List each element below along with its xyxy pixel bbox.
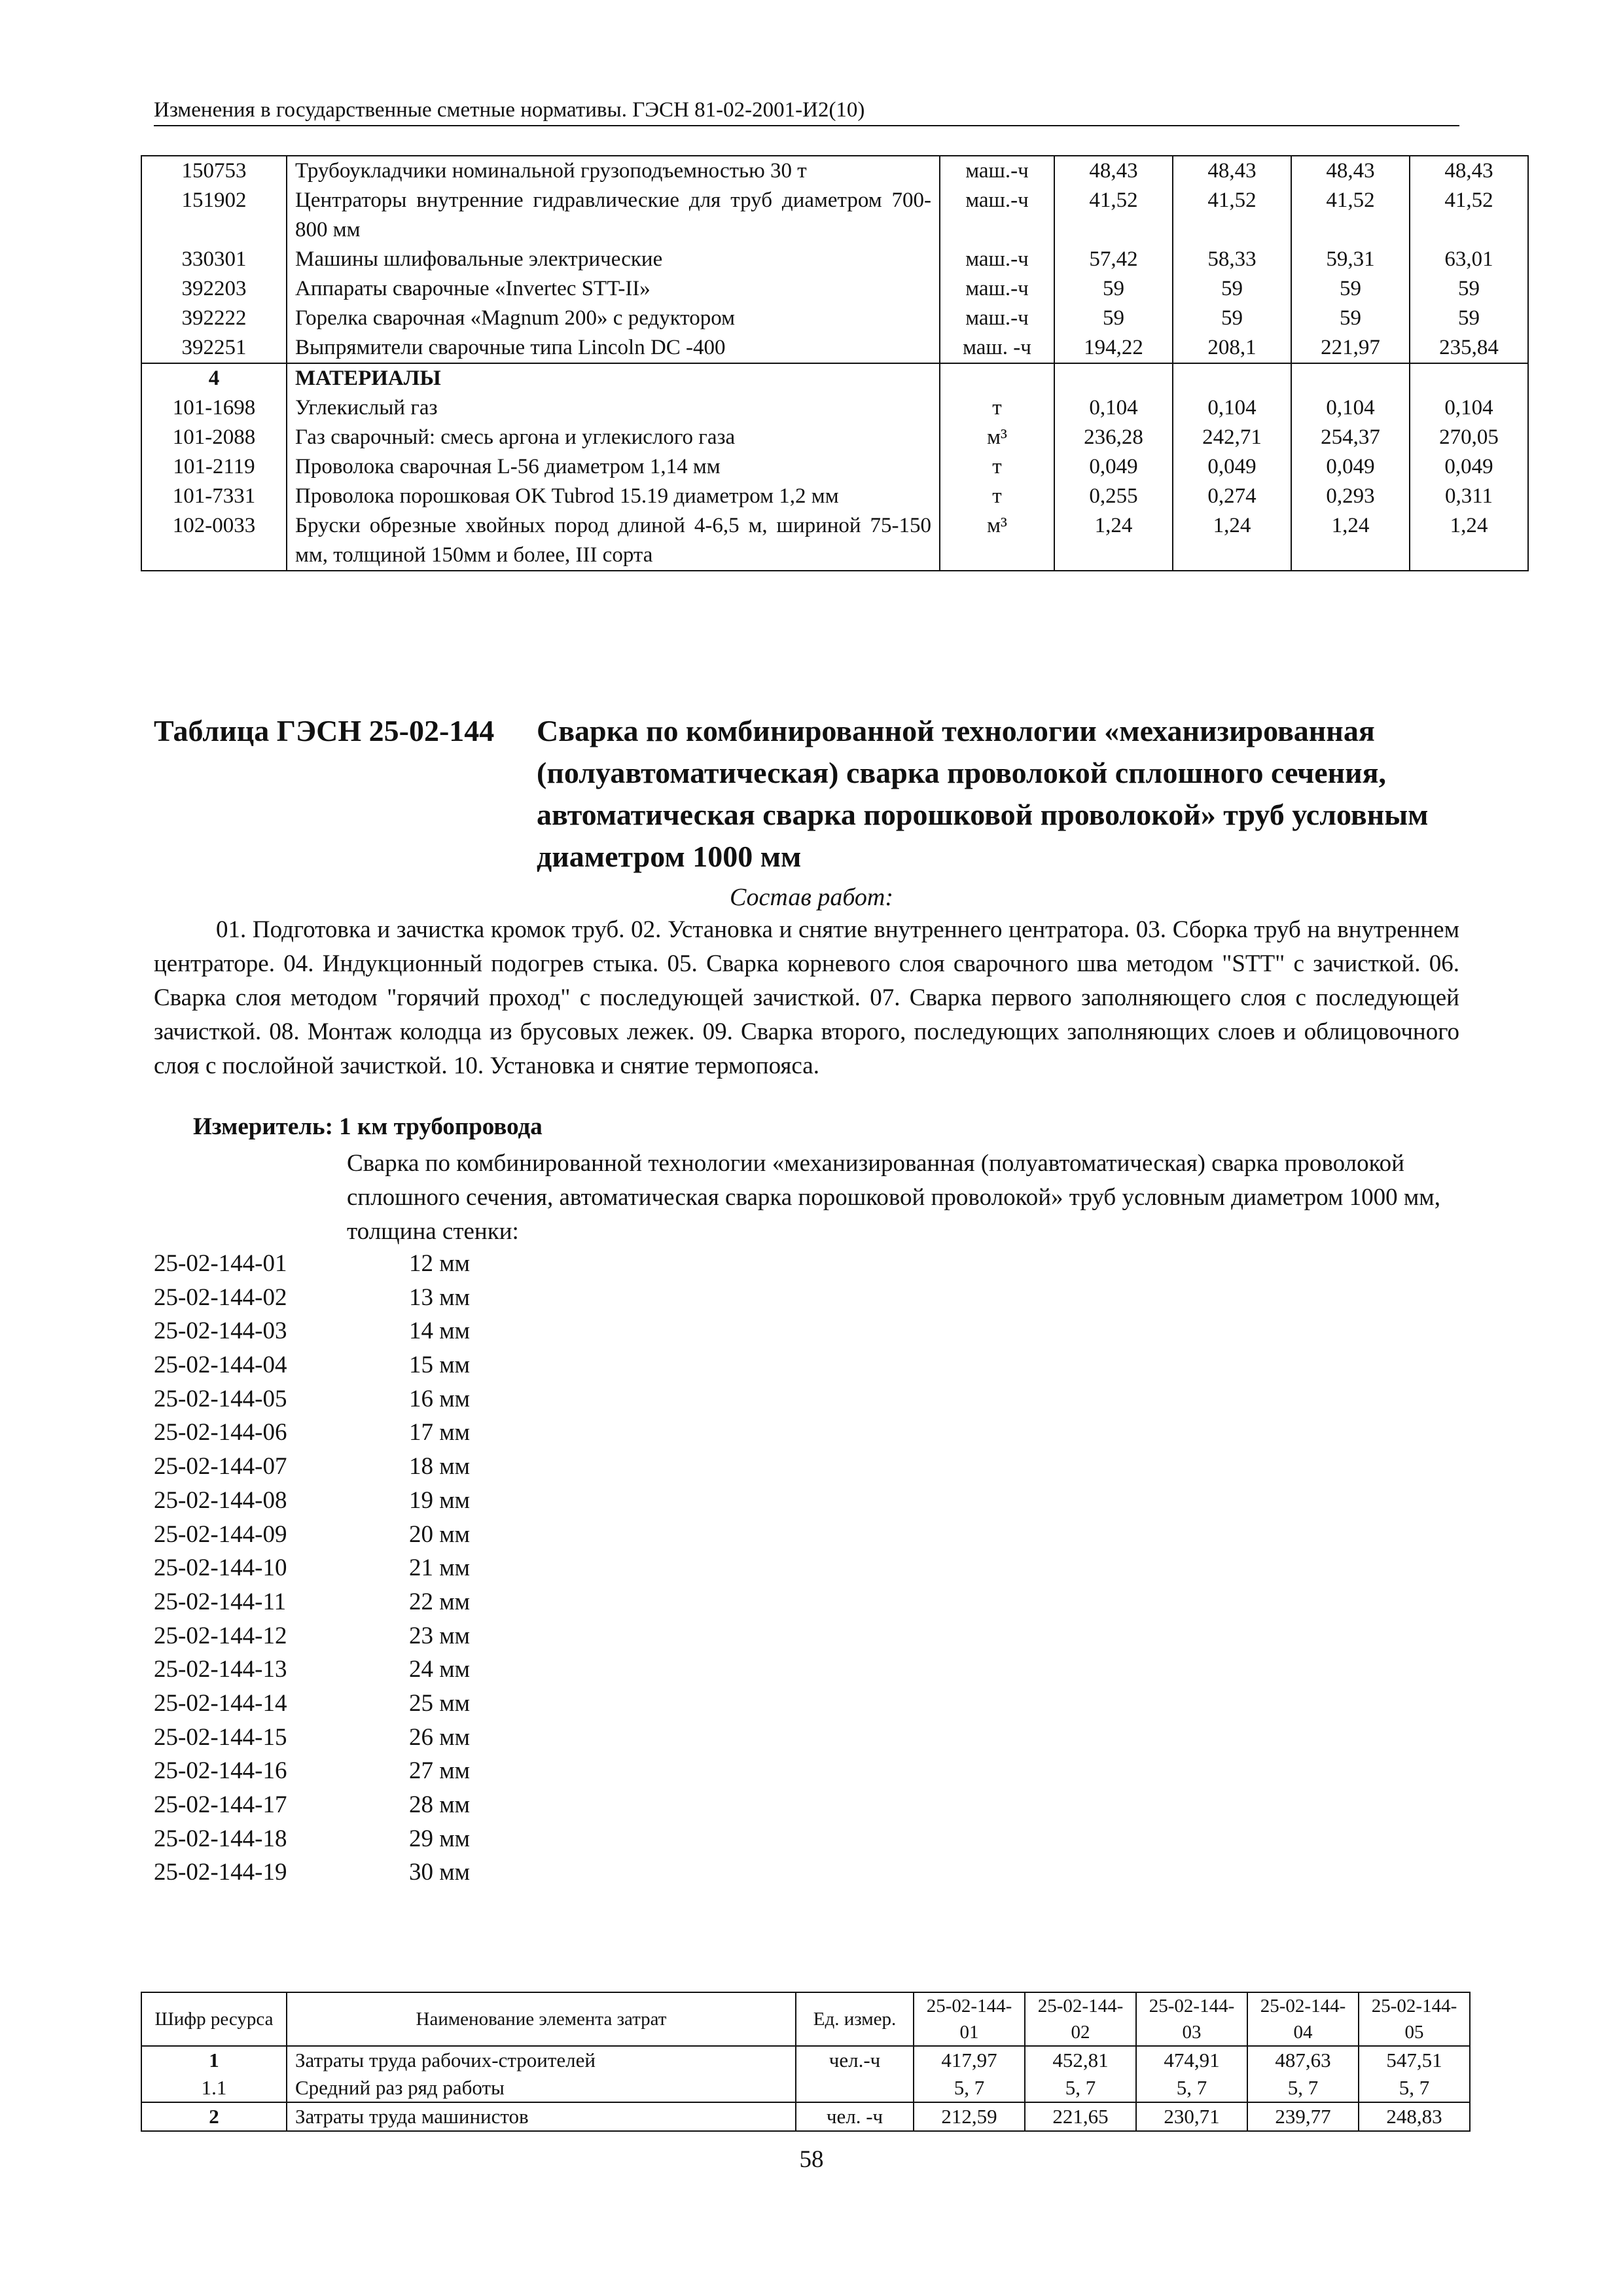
resource-code: 392251 (141, 333, 287, 363)
value-cell: 41,52 (1054, 186, 1173, 245)
section-code: 4 (141, 363, 287, 393)
resource-name: Аппараты сварочные «Invertec STT-II» (287, 274, 940, 304)
variant-code: 25-02-144-02 (154, 1283, 287, 1311)
resource-unit: м³ (940, 423, 1054, 452)
value-cell: 1,24 (1054, 511, 1173, 571)
variant-row (154, 1450, 470, 1484)
variant-code: 25-02-144-07 (154, 1453, 287, 1480)
table-row (141, 304, 1528, 333)
resource-unit (796, 2074, 914, 2102)
resource-name: Бруски обрезные хвойных пород длиной 4-6,5 м, шириной 75-150 мм, толщиной 150мм и более, III сорта (287, 511, 940, 571)
table-row (141, 245, 1528, 274)
variant-row (154, 1314, 470, 1348)
header-name: Наименование элемента затрат (287, 1992, 796, 2046)
value-cell: 5, 7 (1359, 2074, 1470, 2102)
value-cell: 248,83 (1359, 2102, 1470, 2131)
variant-row (154, 1518, 470, 1552)
variant-row (154, 1247, 470, 1281)
work-composition-text: 01. Подготовка и зачистка кромок труб. 02. Установка и снятие внутреннего центратора. 03. Сборка труб на внутреннем центраторе. 04. Индукционный подогрев стыка. 05. Сварка корневого слоя сварочного шва методом "STT" с зачисткой. 06. Сварка слоя методом "горячий проход" с последующей зачисткой. 07. Сварка первого заполняющего слоя с последующей зачисткой. 08. Монтаж колодца из брусовых лежек. 09. Сварка второго, последующих заполняющих слоев и облицовочного слоя с послойной зачисткой. 10. Установка и снятие термопояса. (154, 916, 1459, 1079)
table-row (141, 511, 1528, 571)
variant-thickness: 28 мм (409, 1791, 471, 1818)
resource-name: Трубоукладчики номинальной грузоподъемностью 30 т (287, 156, 940, 186)
header-variant: 25-02-144-05 (1359, 1992, 1470, 2046)
resource-name: Выпрямители сварочные типа Lincoln DC -400 (287, 333, 940, 363)
variant-thickness: 22 мм (409, 1588, 471, 1615)
table-title-text: Сварка по комбинированной технологии «механизированная (полуавтоматическая) сварка проволокой сплошного сечения, автоматическая сварка порошковой проволокой» труб условным диаметром 1000 мм (537, 714, 1429, 873)
value-cell: 236,28 (1054, 423, 1173, 452)
table-row (141, 452, 1528, 482)
value-cell: 254,37 (1291, 423, 1410, 452)
resource-code: 150753 (141, 156, 287, 186)
resource-unit: чел.-ч (796, 2046, 914, 2074)
value-cell: 59 (1173, 304, 1291, 333)
resource-code: 330301 (141, 245, 287, 274)
norm-description: Сварка по комбинированной технологии «механизированная (полуавтоматическая) сварка проволокой сплошного сечения, автоматическая сварка порошковой проволокой» труб условным диаметром 1000 мм, толщина стенки: (347, 1150, 1440, 1245)
resource-name: Проволока порошковая OK Tubrod 15.19 диаметром 1,2 мм (287, 482, 940, 511)
table-header-row (141, 1992, 1470, 2046)
variant-code: 25-02-144-06 (154, 1419, 287, 1446)
variant-code: 25-02-144-12 (154, 1622, 287, 1649)
resource-code: 101-7331 (141, 482, 287, 511)
running-header (154, 98, 1459, 126)
measure-unit: Измеритель: 1 км трубопровода (193, 1113, 543, 1140)
variant-row (154, 1856, 470, 1890)
table-row (141, 482, 1528, 511)
resource-code: 102-0033 (141, 511, 287, 571)
header-variant: 25-02-144-04 (1247, 1992, 1359, 2046)
table-row (141, 2102, 1470, 2131)
value-cell: 48,43 (1410, 156, 1528, 186)
header-variant: 25-02-144-02 (1025, 1992, 1136, 2046)
variant-code: 25-02-144-04 (154, 1352, 287, 1379)
table-row (141, 2074, 1470, 2102)
work-composition-caption: Состав работ: (729, 884, 894, 911)
costs-table (141, 1992, 1471, 2132)
value-cell: 5, 7 (1136, 2074, 1247, 2102)
variant-code: 25-02-144-19 (154, 1859, 287, 1886)
table-row (141, 393, 1528, 423)
header-unit: Ед. измер. (796, 1992, 914, 2046)
table-row (141, 186, 1528, 245)
resource-unit: т (940, 393, 1054, 423)
variant-thickness: 13 мм (409, 1283, 471, 1311)
value-cell: 57,42 (1054, 245, 1173, 274)
value-cell: 0,049 (1410, 452, 1528, 482)
section-row-materials (141, 363, 1528, 393)
resource-code: 1.1 (141, 2074, 287, 2102)
resource-name: Затраты труда рабочих-строителей (287, 2046, 796, 2074)
table-row (141, 274, 1528, 304)
table-row (141, 156, 1528, 186)
variants-list (154, 1247, 470, 1890)
resource-code: 2 (141, 2102, 287, 2131)
value-cell: 63,01 (1410, 245, 1528, 274)
value-cell: 59 (1291, 274, 1410, 304)
value-cell: 59 (1410, 304, 1528, 333)
variant-code: 25-02-144-11 (154, 1588, 287, 1615)
resource-code: 101-2088 (141, 423, 287, 452)
resource-code: 392222 (141, 304, 287, 333)
variant-row (154, 1788, 470, 1822)
variant-thickness: 24 мм (409, 1656, 471, 1683)
variant-thickness: 21 мм (409, 1554, 471, 1582)
value-cell: 59 (1054, 274, 1173, 304)
value-cell: 5, 7 (1025, 2074, 1136, 2102)
value-cell: 474,91 (1136, 2046, 1247, 2074)
resource-name: Газ сварочный: смесь аргона и углекислого газа (287, 423, 940, 452)
table-title-prefix: Таблица ГЭСН 25-02-144 (154, 714, 495, 747)
value-cell: 242,71 (1173, 423, 1291, 452)
value-cell: 221,97 (1291, 333, 1410, 363)
variant-code: 25-02-144-05 (154, 1385, 287, 1412)
resource-code: 101-1698 (141, 393, 287, 423)
variant-thickness: 25 мм (409, 1689, 471, 1717)
value-cell: 208,1 (1173, 333, 1291, 363)
resource-unit: т (940, 452, 1054, 482)
table-row (141, 423, 1528, 452)
resource-code: 1 (141, 2046, 287, 2074)
resource-name: Горелка сварочная «Magnum 200» с редуктором (287, 304, 940, 333)
variant-row (154, 1754, 470, 1788)
value-cell: 0,049 (1173, 452, 1291, 482)
variant-code: 25-02-144-09 (154, 1520, 287, 1548)
variant-row (154, 1653, 470, 1687)
value-cell: 221,65 (1025, 2102, 1136, 2131)
resources-table-continuation (141, 155, 1529, 571)
variant-code: 25-02-144-16 (154, 1757, 287, 1785)
value-cell: 41,52 (1291, 186, 1410, 245)
value-cell: 487,63 (1247, 2046, 1359, 2074)
value-cell: 41,52 (1410, 186, 1528, 245)
variant-thickness: 15 мм (409, 1352, 471, 1379)
section-title: МАТЕРИАЛЫ (287, 363, 940, 393)
value-cell: 48,43 (1054, 156, 1173, 186)
value-cell: 417,97 (914, 2046, 1025, 2074)
variant-row (154, 1721, 470, 1755)
variant-thickness: 27 мм (409, 1757, 471, 1785)
value-cell: 0,104 (1054, 393, 1173, 423)
variant-code: 25-02-144-03 (154, 1318, 287, 1345)
resource-name: Машины шлифовальные электрические (287, 245, 940, 274)
variant-row (154, 1551, 470, 1585)
value-cell: 0,311 (1410, 482, 1528, 511)
resource-name: Углекислый газ (287, 393, 940, 423)
resource-unit: маш. -ч (940, 333, 1054, 363)
value-cell: 59 (1173, 274, 1291, 304)
value-cell: 194,22 (1054, 333, 1173, 363)
variant-row (154, 1585, 470, 1619)
value-cell: 235,84 (1410, 333, 1528, 363)
header-code: Шифр ресурса (141, 1992, 287, 2046)
variant-code: 25-02-144-18 (154, 1825, 287, 1852)
variant-code: 25-02-144-13 (154, 1656, 287, 1683)
value-cell: 0,104 (1410, 393, 1528, 423)
value-cell: 5, 7 (1247, 2074, 1359, 2102)
variant-thickness: 26 мм (409, 1723, 471, 1751)
resource-unit: маш.-ч (940, 186, 1054, 245)
variant-thickness: 18 мм (409, 1453, 471, 1480)
variant-code: 25-02-144-14 (154, 1689, 287, 1717)
resource-unit: чел. -ч (796, 2102, 914, 2131)
resource-unit: маш.-ч (940, 274, 1054, 304)
variant-thickness: 17 мм (409, 1419, 471, 1446)
variant-row (154, 1687, 470, 1721)
value-cell: 58,33 (1173, 245, 1291, 274)
value-cell: 0,049 (1054, 452, 1173, 482)
value-cell: 230,71 (1136, 2102, 1247, 2131)
resource-name: Средний раз ряд работы (287, 2074, 796, 2102)
value-cell: 0,104 (1291, 393, 1410, 423)
value-cell: 239,77 (1247, 2102, 1359, 2131)
variant-row (154, 1619, 470, 1653)
variant-thickness: 20 мм (409, 1520, 471, 1548)
running-header-text: Изменения в государственные сметные нормативы. ГЭСН 81-02-2001-И2(10) (154, 98, 865, 122)
value-cell: 452,81 (1025, 2046, 1136, 2074)
variant-thickness: 12 мм (409, 1250, 471, 1277)
value-cell: 59 (1291, 304, 1410, 333)
value-cell: 1,24 (1173, 511, 1291, 571)
resource-code: 101-2119 (141, 452, 287, 482)
resource-name: Центраторы внутренние гидравлические для труб диаметром 700-800 мм (287, 186, 940, 245)
variant-thickness: 23 мм (409, 1622, 471, 1649)
value-cell: 59 (1410, 274, 1528, 304)
variant-code: 25-02-144-17 (154, 1791, 287, 1818)
value-cell: 59,31 (1291, 245, 1410, 274)
value-cell: 1,24 (1410, 511, 1528, 571)
resource-name: Проволока сварочная L-56 диаметром 1,14 мм (287, 452, 940, 482)
resource-code: 151902 (141, 186, 287, 245)
variant-thickness: 16 мм (409, 1385, 471, 1412)
value-cell: 270,05 (1410, 423, 1528, 452)
variant-row (154, 1281, 470, 1315)
value-cell: 0,274 (1173, 482, 1291, 511)
header-variant: 25-02-144-03 (1136, 1992, 1247, 2046)
value-cell: 0,293 (1291, 482, 1410, 511)
table-title (154, 710, 1482, 878)
variant-thickness: 29 мм (409, 1825, 471, 1852)
variant-row (154, 1416, 470, 1450)
variant-row (154, 1382, 470, 1416)
resource-unit: т (940, 482, 1054, 511)
table-row (141, 333, 1528, 363)
variant-thickness: 19 мм (409, 1486, 471, 1514)
page-number: 58 (799, 2146, 824, 2173)
variant-code: 25-02-144-08 (154, 1486, 287, 1514)
resource-unit: маш.-ч (940, 156, 1054, 186)
resource-code: 392203 (141, 274, 287, 304)
value-cell: 5, 7 (914, 2074, 1025, 2102)
value-cell: 0,104 (1173, 393, 1291, 423)
value-cell: 41,52 (1173, 186, 1291, 245)
table-row (141, 2046, 1470, 2074)
variant-row (154, 1348, 470, 1382)
variant-code: 25-02-144-01 (154, 1250, 287, 1277)
resource-unit: м³ (940, 511, 1054, 571)
variant-thickness: 14 мм (409, 1318, 471, 1345)
value-cell: 48,43 (1173, 156, 1291, 186)
variant-thickness: 30 мм (409, 1859, 471, 1886)
value-cell: 212,59 (914, 2102, 1025, 2131)
variant-row (154, 1484, 470, 1518)
value-cell: 0,255 (1054, 482, 1173, 511)
value-cell: 48,43 (1291, 156, 1410, 186)
header-variant: 25-02-144-01 (914, 1992, 1025, 2046)
variant-row (154, 1822, 470, 1856)
resource-unit: маш.-ч (940, 304, 1054, 333)
value-cell: 0,049 (1291, 452, 1410, 482)
variant-code: 25-02-144-10 (154, 1554, 287, 1582)
resource-unit: маш.-ч (940, 245, 1054, 274)
value-cell: 59 (1054, 304, 1173, 333)
value-cell: 1,24 (1291, 511, 1410, 571)
variant-code: 25-02-144-15 (154, 1723, 287, 1751)
value-cell: 547,51 (1359, 2046, 1470, 2074)
resource-name: Затраты труда машинистов (287, 2102, 796, 2131)
